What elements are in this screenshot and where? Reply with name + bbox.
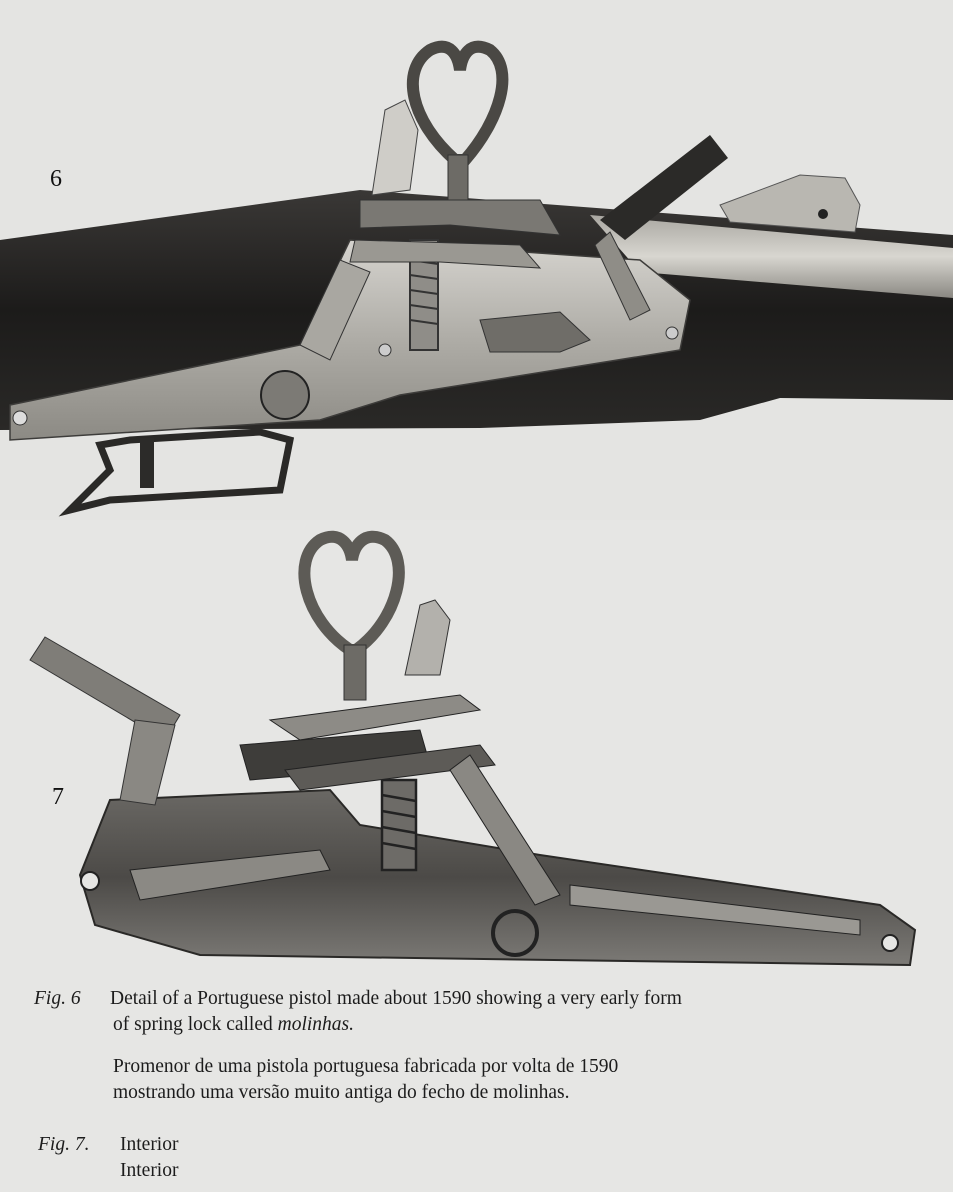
figure-7-label-prefix: Fig. [38,1134,70,1155]
pistol-lock-exterior-image [0,0,953,520]
figure-6-caption-en-line1: Detail of a Portuguese pistol made about 1590 showing a very early form [110,988,682,1009]
figure-7-caption [0,1128,953,1188]
figure-6-caption-en-line2 [113,1012,354,1038]
figure-6-label [34,986,81,1012]
figure-7-caption-pt: Interior [120,1160,179,1181]
figure-6-caption-pt-line1: Promenor de uma pistola portuguesa fabricada por volta de 1590 [113,1056,619,1077]
figure-7-label-number: 7. [74,1134,90,1155]
figure-6-caption-pt-line2: mostrando uma versão muito antiga do fecho de molinhas. [113,1082,570,1103]
figure-6-photo [0,0,953,520]
figure-7-caption-en: Interior [120,1134,179,1155]
figure-6-label-number: 6 [70,988,81,1009]
figure-6-number: 6 [50,166,62,192]
figure-7-photo [0,525,953,975]
lock-interior-image [0,525,953,975]
figure-6-label-prefix: Fig. [34,988,66,1009]
figure-6-caption-en-line2-prefix: of spring lock called [113,1014,278,1035]
figure-6-caption-en-line2-term: molinhas. [277,1014,355,1035]
figure-7-number: 7 [52,784,64,810]
figure-6-caption [0,986,953,1106]
figure-7-label [38,1132,89,1158]
